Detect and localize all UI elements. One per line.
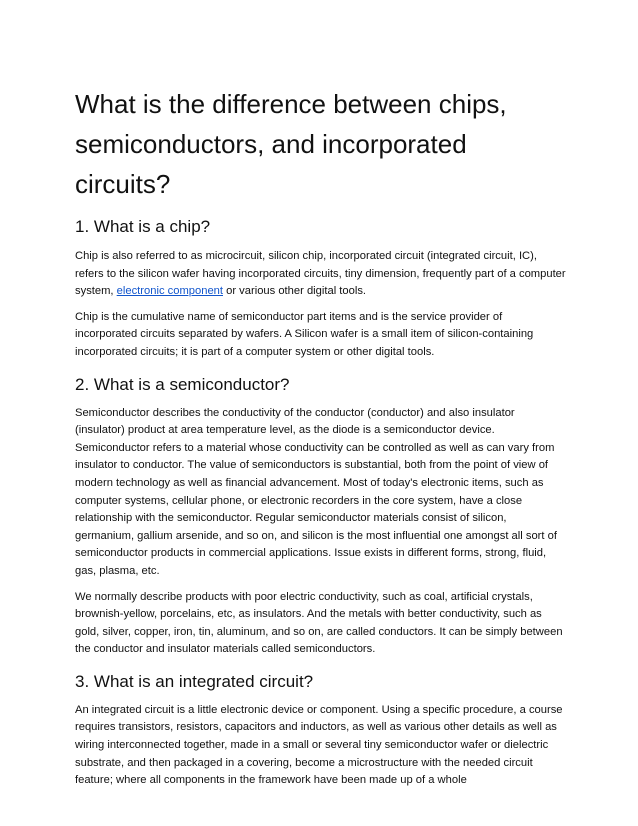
section-heading-chip: 1. What is a chip? (75, 217, 211, 236)
paragraph-text: Chip is also referred to as microcircuit, silicon chip, incorporated circuit (integrated circuit, IC), refers to the silicon wafer having incorporated circuits, tiny dimension, frequently part of a computer system, (75, 250, 566, 298)
electronic-component-link[interactable]: electronic component (116, 285, 223, 298)
paragraph: An integrated circuit is a little electronic device or component. Using a specific procedure, a course requires transistors, resistors, capacitors and inductors, as well as various other details as well as wiring interconnected together, made in a small or several tiny semiconductor wafer or dielectric substrate, and then packaged in a covering, become a microstructure with the needed circuit feature; where all components in the framework have been made up of a whole (75, 703, 563, 787)
section-heading-integrated-circuit: 3. What is an integrated circuit? (75, 671, 314, 691)
paragraph: Chip is the cumulative name of semiconductor part items and is the service provider of incorporated circuits separated by wafers. A Silicon wafer is a small item of silicon-containing incorporated circuits; it is part of a computer system or other digital tools. (75, 310, 534, 358)
page-title: What is the difference between chips, semiconductors, and incorporated circuits? (75, 89, 507, 199)
paragraph (75, 248, 567, 301)
paragraph: We normally describe products with poor electric conductivity, such as coal, artificial crystals, brownish-yellow, porcelains, etc, as insulators. And the metals with better conductivity, such as gold, silver, copper, iron, tin, aluminum, and so on, are called conductors. It can be simply between the conductor and insulator materials called semiconductors. (75, 590, 563, 656)
paragraph: Semiconductor describes the conductivity of the conductor (conductor) and also insulator (insulator) product at area temperature level, as the diode is a semiconductor device. Semiconductor refers to a material whose conductivity can be controlled as well as can vary from insulator to conductor. The value of semiconductors is substantial, both from the point of view of modern technology as well as financial advancement. Most of today's electronic items, such as computer systems, cellular phone, or electronic recorders in the core system, have a close relationship with the semiconductor. Regular semiconductor materials consist of silicon, germanium, gallium arsenide, and so on, and silicon is the most influential one amongst all sort of semiconductor products in commercial applications. Issue exists in different forms, strong, fluid, gas, plasma, etc. (75, 406, 557, 577)
paragraph-text: or various other digital tools. (223, 285, 367, 298)
section-heading-semiconductor: 2. What is a semiconductor? (75, 374, 290, 394)
document-body (75, 84, 567, 790)
